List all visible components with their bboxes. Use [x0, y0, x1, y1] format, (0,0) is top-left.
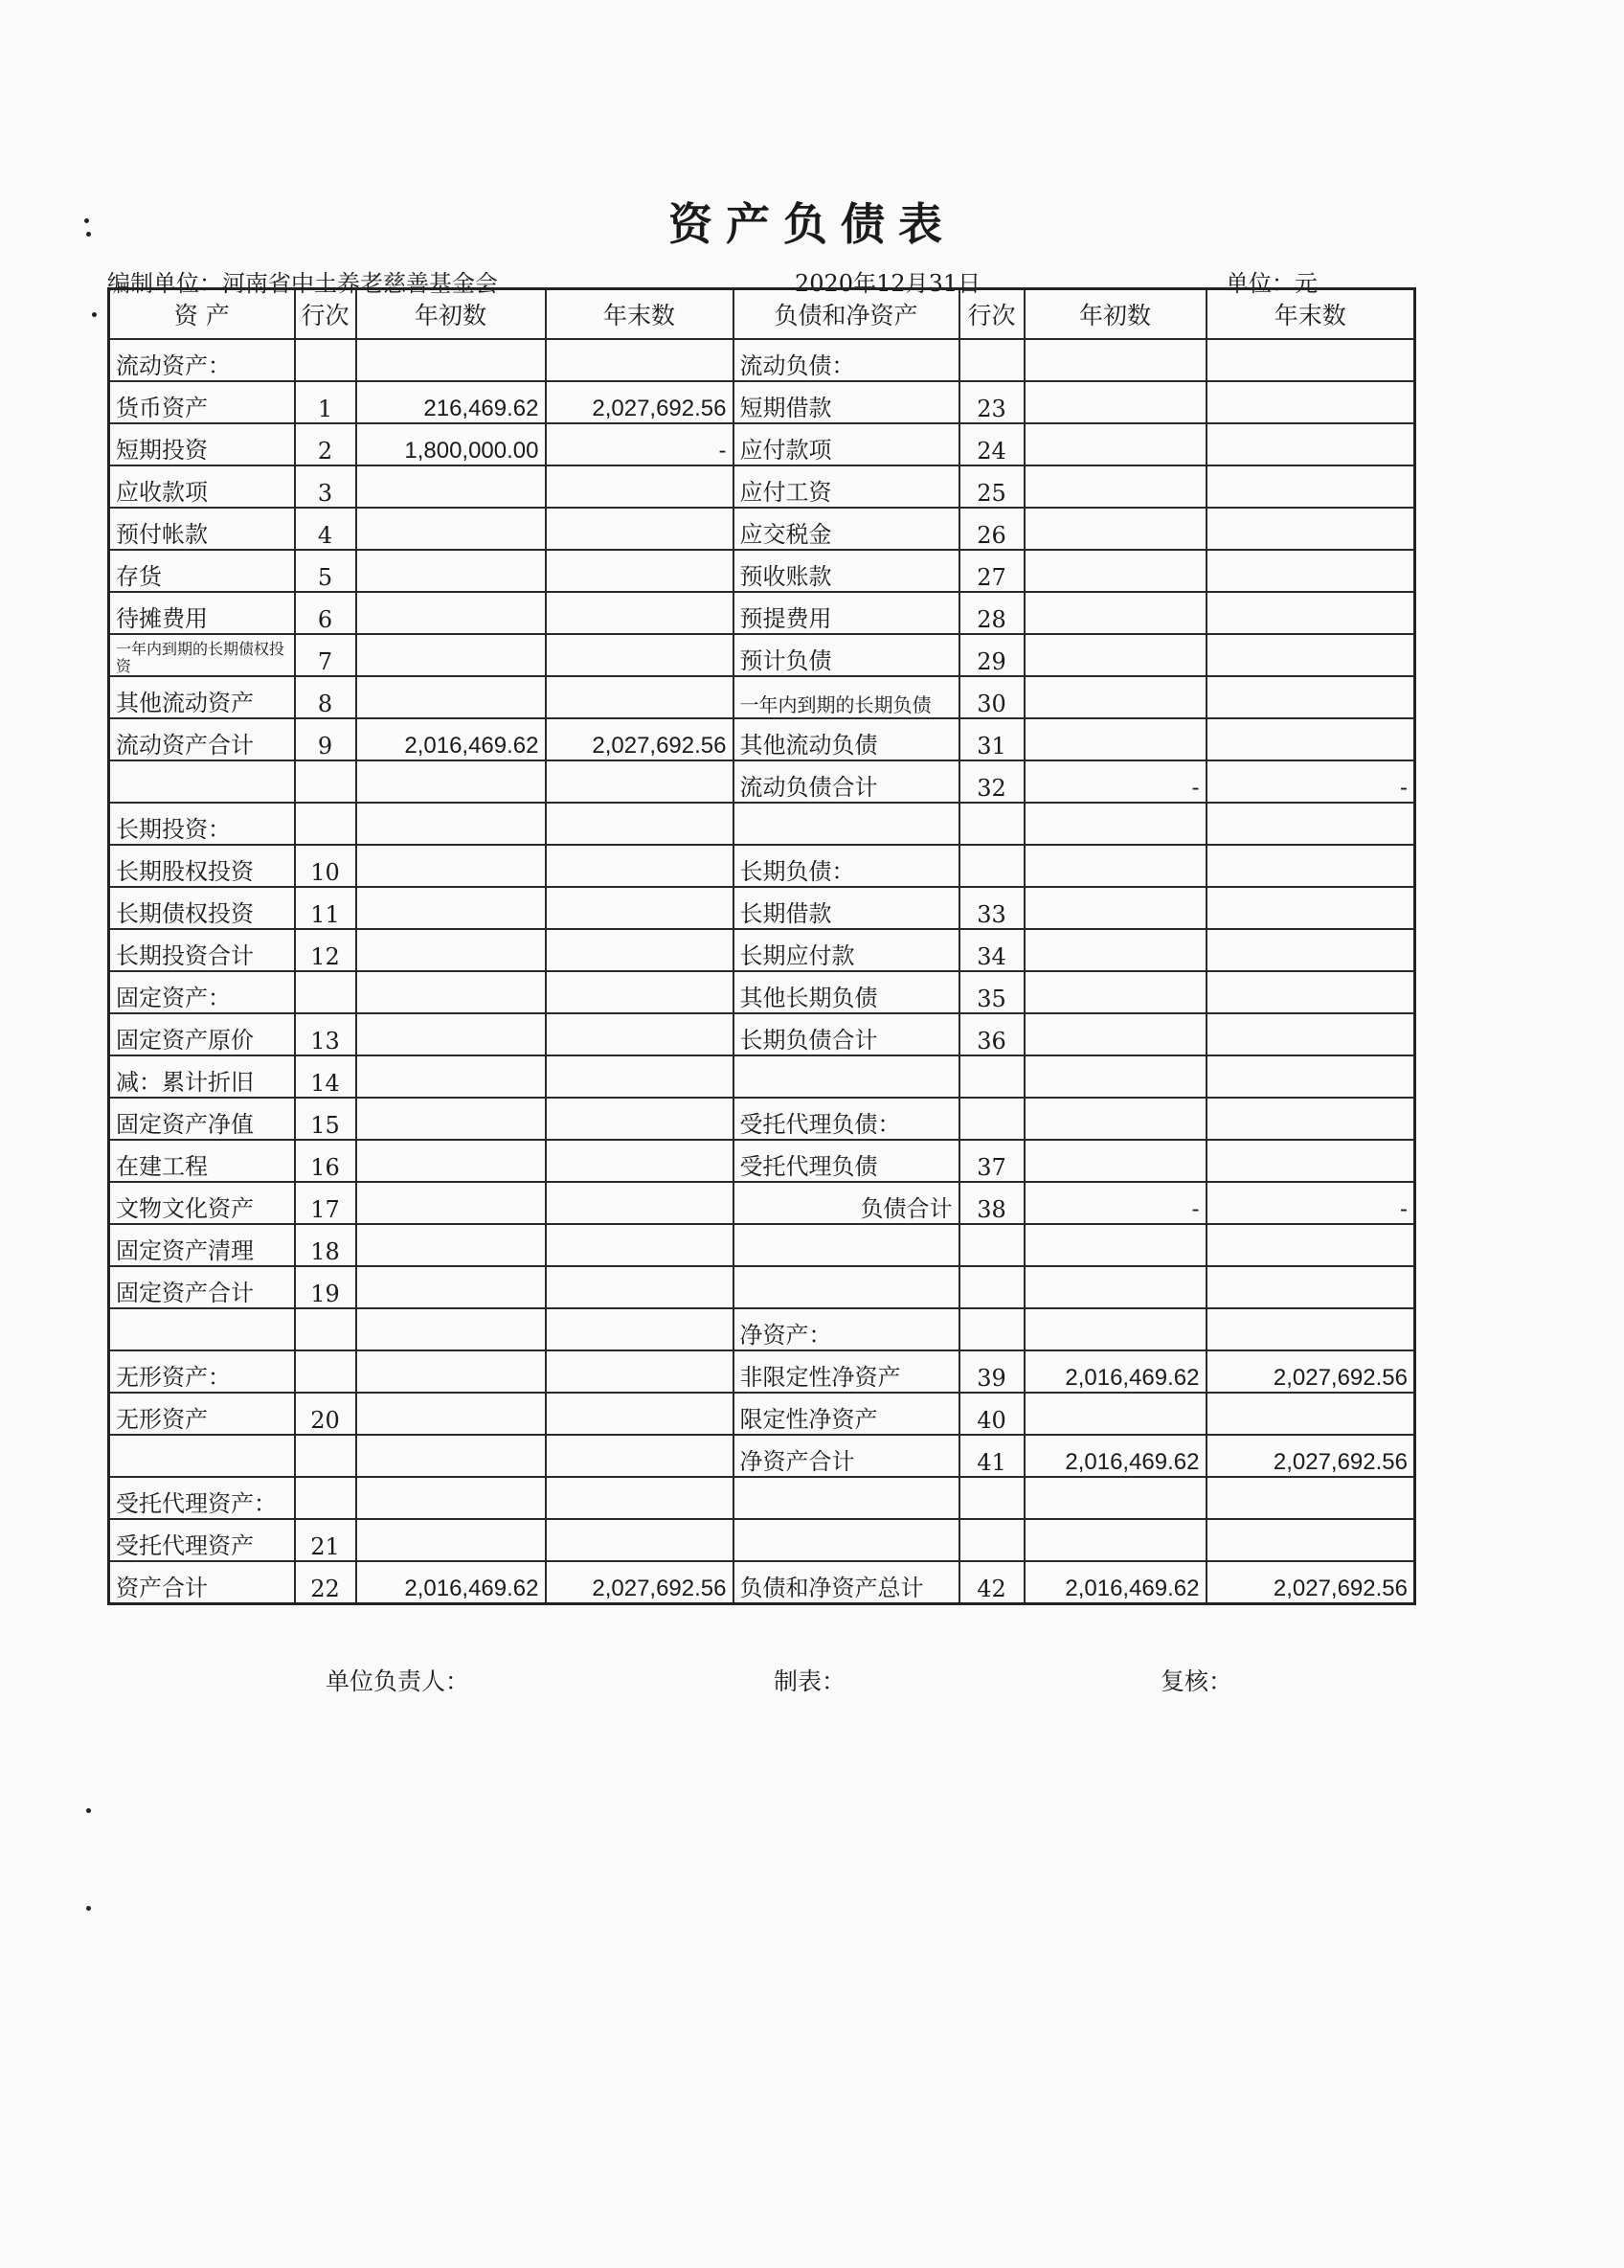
liability-label: 流动负债合计	[733, 760, 959, 803]
asset-label: 长期债权投资	[109, 887, 295, 929]
asset-end-value	[546, 1013, 733, 1055]
asset-row-no: 5	[295, 550, 356, 592]
liability-end-value	[1207, 508, 1415, 550]
asset-row-no: 3	[295, 465, 356, 508]
asset-label: 流动资产合计	[109, 718, 295, 760]
asset-label: 固定资产清理	[109, 1224, 295, 1266]
liability-label: 预计负债	[733, 634, 959, 676]
asset-label: 资产合计	[109, 1561, 295, 1604]
liability-begin-value	[1025, 971, 1207, 1013]
asset-end-value	[546, 1477, 733, 1519]
liability-row-no	[959, 1266, 1025, 1308]
table-row	[109, 803, 1415, 845]
asset-begin-value	[356, 1519, 546, 1561]
asset-begin-value: 1,800,000.00	[356, 423, 546, 465]
asset-label-text: 一年内到期的长期债权投资	[116, 640, 285, 675]
liability-row-no: 39	[959, 1350, 1025, 1393]
liability-begin-value	[1025, 929, 1207, 971]
liability-end-value	[1207, 1266, 1415, 1308]
liability-row-no: 24	[959, 423, 1025, 465]
table-header-row	[109, 289, 1415, 340]
asset-begin-value	[356, 971, 546, 1013]
asset-row-no: 21	[295, 1519, 356, 1561]
liability-label	[733, 1266, 959, 1308]
table-row	[109, 971, 1415, 1013]
asset-label	[109, 1308, 295, 1350]
liability-end-value: -	[1207, 1182, 1415, 1224]
table-row	[109, 1435, 1415, 1477]
liability-label: 应交税金	[733, 508, 959, 550]
table-row	[109, 1140, 1415, 1182]
asset-begin-value	[356, 887, 546, 929]
liability-begin-value	[1025, 1266, 1207, 1308]
liability-label	[733, 1055, 959, 1098]
asset-end-value	[546, 465, 733, 508]
table-row	[109, 845, 1415, 887]
asset-begin-value	[356, 803, 546, 845]
liability-end-value	[1207, 887, 1415, 929]
asset-end-value	[546, 592, 733, 634]
liability-begin-value	[1025, 1224, 1207, 1266]
liability-row-no: 41	[959, 1435, 1025, 1477]
org-name: 编制单位：河南省中土养老慈善基金会	[107, 270, 498, 297]
asset-label: 应收款项	[109, 465, 295, 508]
asset-row-no: 17	[295, 1182, 356, 1224]
liability-begin-value	[1025, 465, 1207, 508]
liability-begin-value: 2,016,469.62	[1025, 1350, 1207, 1393]
col-end-2: 年末数	[1207, 289, 1415, 340]
table-row	[109, 1561, 1415, 1604]
asset-label: 固定资产：	[109, 971, 295, 1013]
asset-row-no: 9	[295, 718, 356, 760]
asset-end-value: 2,027,692.56	[546, 381, 733, 423]
liability-end-value	[1207, 803, 1415, 845]
liability-row-no: 36	[959, 1013, 1025, 1055]
liability-label: 一年内到期的长期负债	[733, 676, 959, 718]
asset-begin-value	[356, 1182, 546, 1224]
asset-end-value: 2,027,692.56	[546, 1561, 733, 1604]
liability-label: 应付款项	[733, 423, 959, 465]
asset-end-value	[546, 1055, 733, 1098]
col-row-no-2: 行次	[959, 289, 1025, 340]
asset-label: 固定资产净值	[109, 1098, 295, 1140]
table-row	[109, 381, 1415, 423]
asset-end-value	[546, 887, 733, 929]
liability-end-value	[1207, 423, 1415, 465]
liability-begin-value	[1025, 1140, 1207, 1182]
liability-label: 其他流动负债	[733, 718, 959, 760]
liability-row-no: 27	[959, 550, 1025, 592]
liability-begin-value	[1025, 845, 1207, 887]
asset-row-no: 6	[295, 592, 356, 634]
table-row	[109, 1266, 1415, 1308]
asset-end-value	[546, 760, 733, 803]
liability-end-value: -	[1207, 760, 1415, 803]
liability-row-no: 40	[959, 1393, 1025, 1435]
liability-end-value	[1207, 845, 1415, 887]
liability-begin-value: 2,016,469.62	[1025, 1561, 1207, 1604]
liability-label: 受托代理负债：	[733, 1098, 959, 1140]
liability-row-no: 26	[959, 508, 1025, 550]
liability-row-no: 42	[959, 1561, 1025, 1604]
signature-maker: 制表：	[774, 1667, 846, 1695]
asset-row-no	[295, 1308, 356, 1350]
asset-row-no: 19	[295, 1266, 356, 1308]
scan-mark	[86, 232, 91, 237]
asset-label: 受托代理资产：	[109, 1477, 295, 1519]
liability-begin-value	[1025, 887, 1207, 929]
scan-mark	[86, 1808, 91, 1813]
liability-begin-value: -	[1025, 760, 1207, 803]
asset-begin-value	[356, 1224, 546, 1266]
asset-begin-value	[356, 760, 546, 803]
asset-begin-value	[356, 465, 546, 508]
asset-end-value: 2,027,692.56	[546, 718, 733, 760]
liability-label: 预提费用	[733, 592, 959, 634]
table-row	[109, 1055, 1415, 1098]
table-row	[109, 1393, 1415, 1435]
col-begin-2: 年初数	[1025, 289, 1207, 340]
liability-begin-value	[1025, 634, 1207, 676]
liability-row-no: 28	[959, 592, 1025, 634]
liability-end-value	[1207, 634, 1415, 676]
liability-end-value	[1207, 1393, 1415, 1435]
liability-end-value: 2,027,692.56	[1207, 1350, 1415, 1393]
asset-begin-value	[356, 845, 546, 887]
balance-sheet-table	[107, 287, 1416, 1605]
liability-row-no: 30	[959, 676, 1025, 718]
asset-row-no: 7	[295, 634, 356, 676]
asset-label: 长期股权投资	[109, 845, 295, 887]
liability-row-no: 38	[959, 1182, 1025, 1224]
asset-end-value	[546, 339, 733, 381]
asset-label: 固定资产原价	[109, 1013, 295, 1055]
asset-begin-value: 2,016,469.62	[356, 718, 546, 760]
asset-label	[109, 634, 295, 676]
asset-begin-value	[356, 339, 546, 381]
asset-row-no: 10	[295, 845, 356, 887]
liability-end-value	[1207, 1055, 1415, 1098]
liability-end-value	[1207, 339, 1415, 381]
col-end: 年末数	[546, 289, 733, 340]
asset-begin-value	[356, 1477, 546, 1519]
table-row	[109, 887, 1415, 929]
table-row	[109, 760, 1415, 803]
asset-begin-value: 216,469.62	[356, 381, 546, 423]
asset-end-value	[546, 971, 733, 1013]
asset-row-no	[295, 1350, 356, 1393]
asset-label	[109, 760, 295, 803]
liability-row-no	[959, 1477, 1025, 1519]
asset-row-no: 15	[295, 1098, 356, 1140]
col-asset: 资 产	[109, 289, 295, 340]
liability-end-value	[1207, 381, 1415, 423]
liability-label	[733, 1519, 959, 1561]
liability-row-no: 37	[959, 1140, 1025, 1182]
asset-end-value	[546, 508, 733, 550]
asset-row-no: 16	[295, 1140, 356, 1182]
liability-row-no: 25	[959, 465, 1025, 508]
asset-row-no	[295, 760, 356, 803]
liability-end-value	[1207, 971, 1415, 1013]
liability-begin-value	[1025, 1308, 1207, 1350]
asset-end-value	[546, 1266, 733, 1308]
liability-begin-value: 2,016,469.62	[1025, 1435, 1207, 1477]
asset-row-no: 14	[295, 1055, 356, 1098]
asset-begin-value	[356, 508, 546, 550]
asset-begin-value	[356, 1140, 546, 1182]
liability-label: 短期借款	[733, 381, 959, 423]
asset-end-value	[546, 1098, 733, 1140]
asset-label: 预付帐款	[109, 508, 295, 550]
asset-begin-value	[356, 1098, 546, 1140]
liability-row-no	[959, 803, 1025, 845]
asset-end-value	[546, 1308, 733, 1350]
asset-end-value	[546, 1350, 733, 1393]
col-row-no: 行次	[295, 289, 356, 340]
table-row	[109, 1182, 1415, 1224]
liability-label: 长期负债：	[733, 845, 959, 887]
liability-row-no	[959, 1519, 1025, 1561]
liability-begin-value	[1025, 423, 1207, 465]
liability-begin-value	[1025, 1098, 1207, 1140]
liability-label	[733, 803, 959, 845]
liability-end-value	[1207, 1140, 1415, 1182]
table-row	[109, 718, 1415, 760]
liability-begin-value	[1025, 803, 1207, 845]
liability-begin-value	[1025, 550, 1207, 592]
asset-row-no	[295, 1435, 356, 1477]
asset-label	[109, 1435, 295, 1477]
liability-label: 流动负债：	[733, 339, 959, 381]
liability-row-no: 32	[959, 760, 1025, 803]
asset-label: 固定资产合计	[109, 1266, 295, 1308]
asset-end-value	[546, 803, 733, 845]
liability-label	[733, 1477, 959, 1519]
asset-end-value	[546, 550, 733, 592]
liability-label: 负债和净资产总计	[733, 1561, 959, 1604]
liability-label: 预收账款	[733, 550, 959, 592]
liability-row-no: 23	[959, 381, 1025, 423]
liability-begin-value	[1025, 676, 1207, 718]
asset-label: 受托代理资产	[109, 1519, 295, 1561]
asset-row-no: 12	[295, 929, 356, 971]
liability-end-value	[1207, 550, 1415, 592]
table-row	[109, 550, 1415, 592]
liability-begin-value: -	[1025, 1182, 1207, 1224]
liability-begin-value	[1025, 1013, 1207, 1055]
scan-mark	[92, 312, 97, 317]
asset-end-value	[546, 1393, 733, 1435]
asset-begin-value	[356, 676, 546, 718]
asset-label: 短期投资	[109, 423, 295, 465]
liability-label: 非限定性净资产	[733, 1350, 959, 1393]
asset-begin-value	[356, 1435, 546, 1477]
asset-label: 其他流动资产	[109, 676, 295, 718]
liability-label: 负债合计	[733, 1182, 959, 1224]
liability-row-no: 33	[959, 887, 1025, 929]
asset-end-value	[546, 676, 733, 718]
asset-begin-value	[356, 929, 546, 971]
table-row	[109, 1098, 1415, 1140]
asset-row-no: 11	[295, 887, 356, 929]
liability-row-no	[959, 1308, 1025, 1350]
table-row	[109, 1519, 1415, 1561]
page-title: 资产负债表	[668, 198, 956, 250]
asset-row-no: 13	[295, 1013, 356, 1055]
asset-row-no: 2	[295, 423, 356, 465]
asset-begin-value	[356, 1308, 546, 1350]
liability-label: 受托代理负债	[733, 1140, 959, 1182]
liability-label: 长期负债合计	[733, 1013, 959, 1055]
col-liability: 负债和净资产	[733, 289, 959, 340]
liability-row-no	[959, 1098, 1025, 1140]
liability-end-value: 2,027,692.56	[1207, 1435, 1415, 1477]
table-row	[109, 1013, 1415, 1055]
liability-row-no	[959, 1055, 1025, 1098]
liability-label	[733, 1224, 959, 1266]
asset-row-no: 20	[295, 1393, 356, 1435]
liability-end-value: 2,027,692.56	[1207, 1561, 1415, 1604]
table-row	[109, 508, 1415, 550]
table-row	[109, 1224, 1415, 1266]
liability-begin-value	[1025, 1055, 1207, 1098]
liability-begin-value	[1025, 1477, 1207, 1519]
asset-row-no	[295, 803, 356, 845]
table-row	[109, 465, 1415, 508]
table-row	[109, 676, 1415, 718]
asset-row-no: 18	[295, 1224, 356, 1266]
currency-unit: 单位：元	[1226, 270, 1318, 297]
liability-end-value	[1207, 1224, 1415, 1266]
asset-begin-value	[356, 634, 546, 676]
liability-end-value	[1207, 676, 1415, 718]
asset-end-value: -	[546, 423, 733, 465]
asset-label: 减：累计折旧	[109, 1055, 295, 1098]
col-begin: 年初数	[356, 289, 546, 340]
asset-row-no: 22	[295, 1561, 356, 1604]
liability-end-value	[1207, 1098, 1415, 1140]
liability-row-no	[959, 1224, 1025, 1266]
asset-begin-value	[356, 1393, 546, 1435]
asset-end-value	[546, 929, 733, 971]
asset-begin-value	[356, 1266, 546, 1308]
table-row	[109, 1350, 1415, 1393]
asset-end-value	[546, 845, 733, 887]
liability-end-value	[1207, 1013, 1415, 1055]
asset-row-no: 1	[295, 381, 356, 423]
liability-row-no: 29	[959, 634, 1025, 676]
liability-end-value	[1207, 1477, 1415, 1519]
table-row	[109, 592, 1415, 634]
asset-begin-value	[356, 1013, 546, 1055]
signature-head: 单位负责人：	[326, 1667, 470, 1695]
table-row	[109, 929, 1415, 971]
asset-row-no: 4	[295, 508, 356, 550]
liability-end-value	[1207, 465, 1415, 508]
asset-end-value	[546, 634, 733, 676]
asset-label: 无形资产：	[109, 1350, 295, 1393]
table-row	[109, 423, 1415, 465]
scan-mark	[86, 1906, 91, 1911]
table-row	[109, 1308, 1415, 1350]
asset-label: 存货	[109, 550, 295, 592]
signature-review: 复核：	[1161, 1667, 1233, 1695]
asset-end-value	[546, 1182, 733, 1224]
table-row	[109, 634, 1415, 676]
asset-label: 长期投资合计	[109, 929, 295, 971]
asset-begin-value	[356, 1055, 546, 1098]
liability-label: 长期借款	[733, 887, 959, 929]
liability-end-value	[1207, 592, 1415, 634]
liability-begin-value	[1025, 1519, 1207, 1561]
liability-row-no	[959, 339, 1025, 381]
report-date: 2020年12月31日	[795, 270, 981, 297]
liability-end-value	[1207, 1519, 1415, 1561]
liability-begin-value	[1025, 381, 1207, 423]
asset-end-value	[546, 1519, 733, 1561]
asset-label: 待摊费用	[109, 592, 295, 634]
liability-row-no	[959, 845, 1025, 887]
asset-label: 文物文化资产	[109, 1182, 295, 1224]
liability-label: 限定性净资产	[733, 1393, 959, 1435]
liability-label: 其他长期负债	[733, 971, 959, 1013]
asset-begin-value: 2,016,469.62	[356, 1561, 546, 1604]
asset-end-value	[546, 1140, 733, 1182]
asset-begin-value	[356, 1350, 546, 1393]
table-row	[109, 1477, 1415, 1519]
liability-begin-value	[1025, 718, 1207, 760]
asset-end-value	[546, 1435, 733, 1477]
liability-end-value	[1207, 718, 1415, 760]
asset-row-no	[295, 971, 356, 1013]
liability-begin-value	[1025, 1393, 1207, 1435]
liability-row-no: 35	[959, 971, 1025, 1013]
scan-mark	[84, 218, 89, 223]
liability-begin-value	[1025, 508, 1207, 550]
asset-begin-value	[356, 550, 546, 592]
liability-begin-value	[1025, 592, 1207, 634]
liability-end-value	[1207, 1308, 1415, 1350]
asset-label: 货币资产	[109, 381, 295, 423]
asset-begin-value	[356, 592, 546, 634]
asset-label: 流动资产：	[109, 339, 295, 381]
asset-end-value	[546, 1224, 733, 1266]
liability-row-no: 34	[959, 929, 1025, 971]
asset-row-no: 8	[295, 676, 356, 718]
asset-row-no	[295, 339, 356, 381]
liability-label: 净资产合计	[733, 1435, 959, 1477]
table-row	[109, 339, 1415, 381]
liability-label: 净资产：	[733, 1308, 959, 1350]
asset-label: 无形资产	[109, 1393, 295, 1435]
asset-row-no	[295, 1477, 356, 1519]
liability-label: 长期应付款	[733, 929, 959, 971]
liability-row-no: 31	[959, 718, 1025, 760]
asset-label: 在建工程	[109, 1140, 295, 1182]
asset-label: 长期投资：	[109, 803, 295, 845]
liability-begin-value	[1025, 339, 1207, 381]
liability-end-value	[1207, 929, 1415, 971]
liability-label: 应付工资	[733, 465, 959, 508]
